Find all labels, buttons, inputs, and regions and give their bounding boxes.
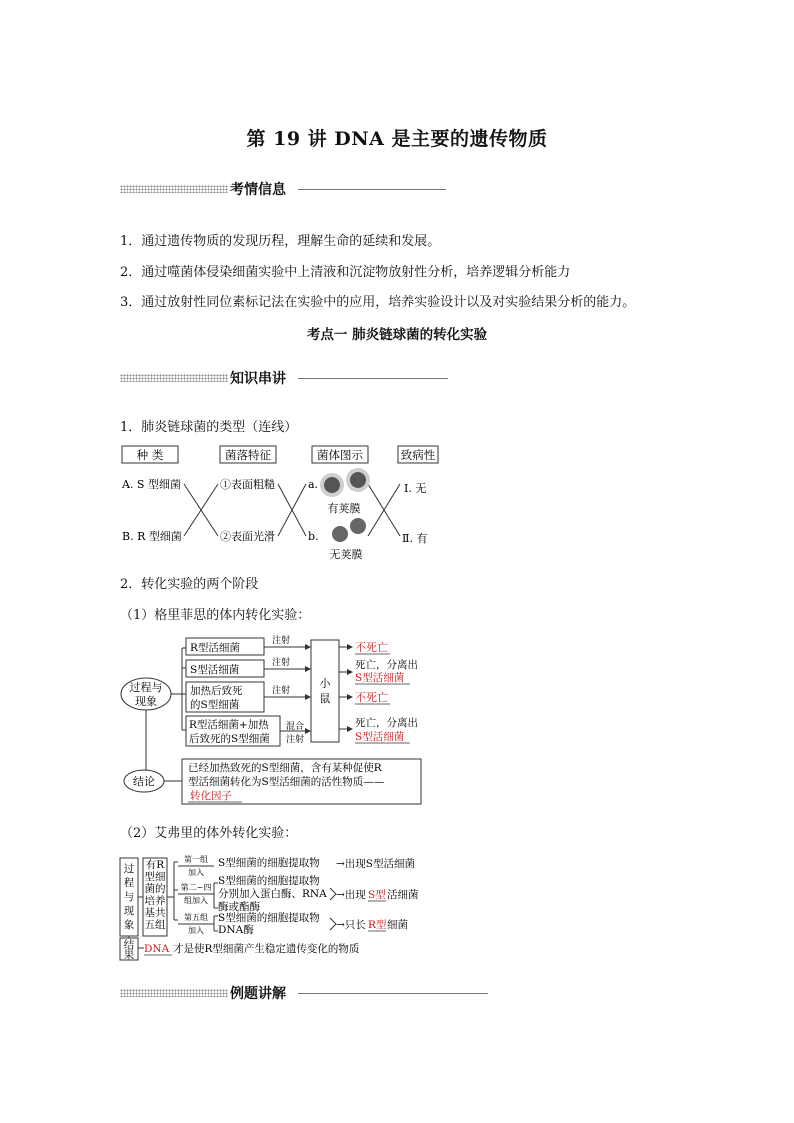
conclusion-keyword: 转化因子 — [190, 790, 232, 802]
arrow-label: 混合 — [285, 722, 305, 732]
result-red: R型 — [368, 919, 387, 931]
group-label: 第一组 — [184, 855, 208, 864]
section-label: 考情信息 — [230, 182, 286, 198]
group-label: S型活细菌 — [190, 664, 240, 676]
section-header-info — [120, 180, 450, 198]
group-label: 加热后致死 — [190, 685, 243, 697]
arrow-label: 注射 — [285, 735, 305, 745]
group-label: 组加入 — [184, 896, 208, 905]
pathogen-no: Ⅰ. 无 — [404, 482, 427, 495]
colony-smooth: ②表面光滑 — [220, 530, 275, 543]
section-rule — [298, 189, 446, 190]
section-header-examples — [120, 984, 490, 1002]
process-char: 与 — [123, 891, 135, 903]
mouse-label: 小 — [319, 677, 331, 690]
process-char: 程 — [123, 877, 135, 889]
result: 死亡，分离出 — [355, 717, 418, 729]
info-item: 1．通过遗传物质的发现历程，理解生命的延续和发展。 — [120, 234, 441, 249]
source-char: 五组 — [144, 919, 166, 931]
result-char: 结 — [123, 939, 135, 951]
result-text: →只长 — [336, 919, 366, 931]
process-char: 象 — [123, 919, 135, 931]
conclusion-label: 结论 — [133, 775, 155, 788]
content-text: 分别加入蛋白酶、RNA — [218, 888, 327, 900]
group-label: 后致死的S型细菌 — [189, 733, 270, 745]
process-char: 过 — [123, 863, 135, 875]
section-rule — [298, 993, 488, 994]
source-char: 培养 — [144, 895, 166, 907]
result: 死亡，分离出 — [355, 659, 418, 671]
content-text: DNA酶 — [218, 924, 254, 936]
topic-heading: 考点一 肺炎链球菌的转化实验 — [306, 327, 488, 343]
dotted-bar-icon — [120, 989, 228, 997]
content-text: S型细菌的细胞提取物 — [218, 912, 320, 924]
header-pathogen: 致病性 — [400, 448, 436, 462]
result-text: 活细菌 — [387, 889, 419, 901]
arrow-label: 注射 — [271, 658, 291, 668]
capsule-bacteria-icon — [320, 468, 370, 497]
mouse-label: 鼠 — [319, 692, 331, 705]
process-label: 过程与 — [129, 681, 163, 694]
result-red: 不死亡 — [355, 691, 388, 704]
species-r: B. R 型细菌 — [122, 530, 182, 543]
part2-heading: （2）艾弗里的体外转化实验： — [120, 826, 298, 841]
bacteria-type-diagram — [118, 440, 448, 570]
q1-heading: 1．肺炎链球菌的类型（连线） — [120, 420, 298, 435]
content-text: S型细菌的细胞提取物 — [218, 875, 320, 887]
section-rule — [298, 378, 448, 379]
process-label: 现象 — [135, 695, 157, 708]
conclusion-text: 才是使R型细菌产生稳定遗传变化的物质 — [173, 943, 360, 955]
section-label: 知识串讲 — [230, 371, 286, 387]
capsule-label: 有荚膜 — [327, 502, 361, 515]
result-red: 不死亡 — [355, 641, 388, 654]
arrow-label: 注射 — [271, 636, 291, 646]
conclusion-keyword: DNA — [144, 943, 170, 955]
dotted-bar-icon — [120, 374, 228, 382]
info-item: 3．通过放射性同位素标记法在实验中的应用，培养实验设计以及对实验结果分析的能力。 — [120, 295, 636, 310]
no-capsule-bacteria-icon — [332, 518, 366, 542]
result-red: S型活细菌 — [355, 731, 405, 743]
source-char: 型细 — [144, 871, 166, 883]
content-text: S型细菌的细胞提取物 — [218, 857, 320, 869]
dotted-bar-icon — [120, 185, 228, 193]
result-red: S型活细菌 — [355, 672, 405, 684]
group-label: 加入 — [188, 926, 204, 935]
group-label: R型活细菌 — [190, 642, 240, 654]
part1-heading: （1）格里菲思的体内转化实验： — [120, 608, 311, 623]
header-species: 种 类 — [136, 448, 164, 462]
pathogen-yes: Ⅱ. 有 — [402, 532, 428, 545]
colony-rough: ①表面粗糙 — [220, 478, 275, 491]
process-char: 现 — [123, 905, 135, 917]
species-s: A. S 型细菌 — [122, 478, 181, 491]
group-label: 加入 — [188, 868, 204, 877]
conclusion-text: 已经加热致死的S型细菌，含有某种促使R — [188, 762, 382, 774]
source-char: 基共 — [144, 907, 166, 919]
source-char: 有R — [145, 859, 165, 871]
no-capsule-label: 无荚膜 — [329, 548, 363, 561]
group-label: 第五组 — [184, 913, 208, 922]
info-item: 2．通过噬菌体侵染细菌实验中上清液和沉淀物放射性分析，培养逻辑分析能力 — [120, 265, 571, 280]
q2-heading: 2．转化实验的两个阶段 — [120, 577, 259, 592]
group-label: R型活细菌+加热 — [189, 719, 269, 731]
result-text: →出现 — [336, 889, 366, 901]
header-shape: 菌体图示 — [317, 448, 363, 462]
shape-a: a. — [308, 478, 319, 491]
result-text: →出现S型活细菌 — [336, 858, 415, 870]
content-text: 酶或酯酶 — [218, 901, 260, 913]
result-text: 细菌 — [387, 919, 408, 931]
conclusion-text: 型活细菌转化为S型活细菌的活性物质—— — [188, 776, 385, 788]
section-label: 例题讲解 — [230, 986, 286, 1002]
shape-b: b. — [308, 530, 319, 543]
header-colony: 菌落特征 — [225, 448, 271, 462]
group-label: 第二~四 — [180, 883, 212, 892]
section-header-knowledge — [120, 369, 450, 387]
arrow-label: 注射 — [271, 686, 291, 696]
result-red: S型 — [368, 889, 386, 901]
result-char: 果 — [123, 949, 135, 961]
griffith-diagram — [118, 630, 428, 810]
page-title: 第 19 讲 DNA 是主要的遗传物质 — [246, 128, 548, 150]
source-char: 菌的 — [144, 883, 166, 895]
avery-diagram — [118, 852, 438, 964]
group-label: 的S型细菌 — [190, 699, 240, 711]
